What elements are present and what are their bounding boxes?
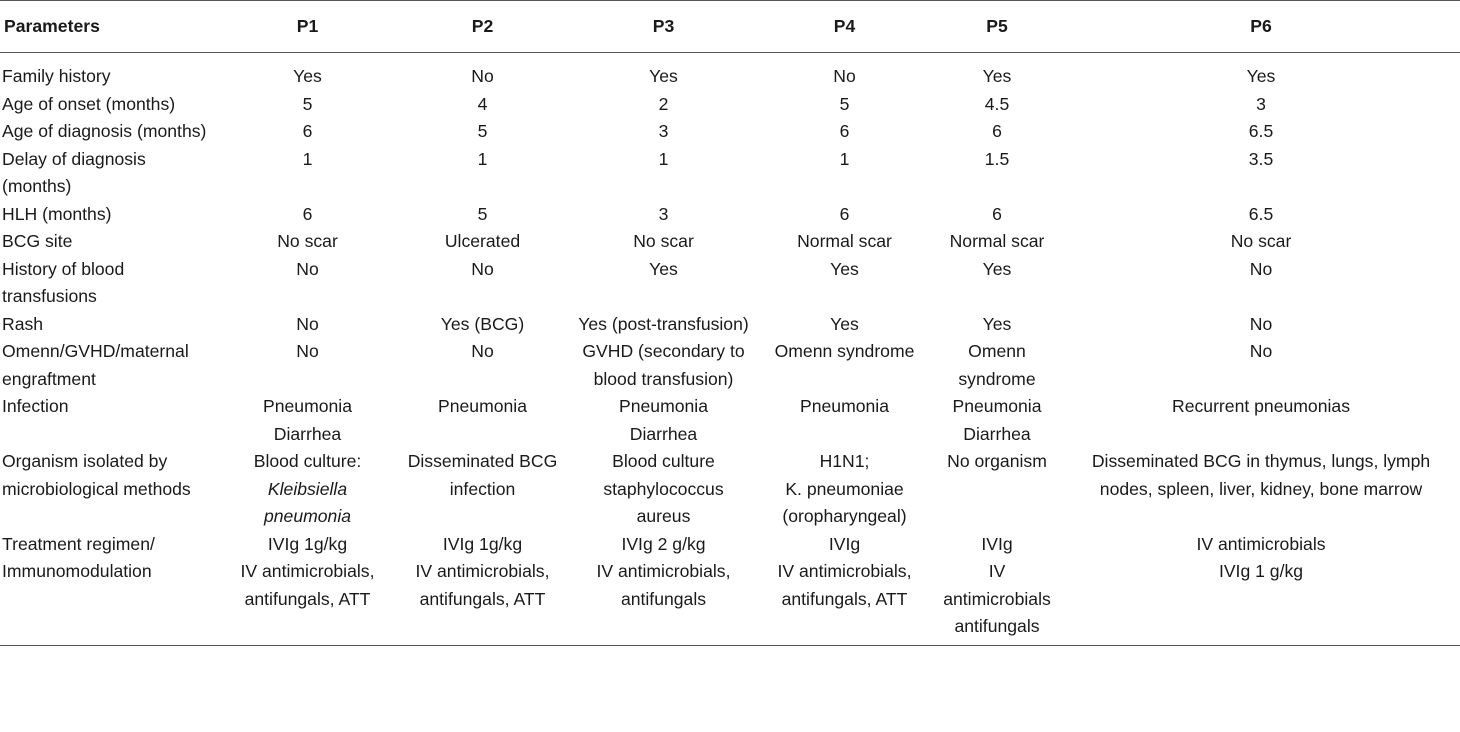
- table-cell: 1: [839, 148, 850, 169]
- header-p6: P6: [1062, 1, 1460, 53]
- table-row: [0, 338, 1460, 393]
- table-cell: 2: [658, 93, 669, 114]
- table-row: [0, 256, 1460, 311]
- row-label: BCG site: [2, 231, 73, 251]
- table-cell: Disseminated BCG infection: [407, 451, 558, 499]
- row-label: Rash: [2, 313, 44, 334]
- header-p1: P1: [220, 1, 395, 53]
- table-cell: [220, 448, 395, 531]
- table-cell: No: [1249, 341, 1273, 361]
- table-cell: 6: [839, 121, 850, 141]
- table-cell: 6: [992, 203, 1002, 224]
- table-cell: No scar: [277, 231, 338, 251]
- table-cell: No: [1249, 258, 1273, 279]
- header-p4: P4: [757, 1, 932, 53]
- table-cell: 3.5: [1248, 148, 1274, 169]
- row-label: History of blood transfusions: [2, 258, 125, 306]
- row-label: Delay of diagnosis (months): [2, 148, 146, 196]
- table-cell: Yes: [1246, 66, 1276, 86]
- row-label: Omenn/GVHD/maternal engraftment: [2, 341, 189, 389]
- table-cell: No: [471, 341, 494, 361]
- table-cell: GVHD (secondary to blood transfusion): [582, 341, 745, 389]
- table-row: [0, 91, 1460, 119]
- table-row: [0, 531, 1460, 646]
- italic-organism-name: Kleibsiella pneumonia: [263, 478, 352, 526]
- row-label: HLH (months): [2, 203, 112, 224]
- table-cell: No organism: [947, 451, 1047, 471]
- table-cell: IVIg IV antimicrobials antifungals: [932, 531, 1062, 646]
- row-label: Infection: [2, 396, 69, 416]
- table-cell: 5: [839, 93, 850, 114]
- table-cell: IVIg 2 g/kg IV antimicrobials, antifungals: [570, 531, 757, 646]
- row-label: Family history: [2, 66, 111, 86]
- table-cell: 4.5: [984, 93, 1010, 114]
- table-cell: Blood culture staphylococcus aureus: [603, 451, 724, 526]
- table-cell: Yes: [830, 258, 859, 279]
- table-cell: IV antimicrobials IVIg 1 g/kg: [1062, 531, 1460, 646]
- table-cell: 3: [658, 121, 669, 141]
- table-row: [0, 201, 1460, 229]
- table-cell: H1N1; K. pneumoniae (oropharyngeal): [782, 451, 907, 526]
- header-p5: P5: [932, 1, 1062, 53]
- table-cell: No: [471, 258, 494, 279]
- table-row: [0, 393, 1460, 448]
- table-cell: IVIg 1g/kg IV antimicrobials, antifungals, ATT: [220, 531, 395, 646]
- table-cell: No: [296, 313, 319, 334]
- table-cell: Normal scar: [949, 231, 1045, 251]
- table-cell: IVIg IV antimicrobials, antifungals, ATT: [757, 531, 932, 646]
- table-row: [0, 146, 1460, 201]
- table-cell: Yes: [830, 313, 859, 334]
- table-cell: Pneumonia Diarrhea: [262, 396, 352, 444]
- table-cell: Yes (BCG): [440, 313, 525, 334]
- table-row: [0, 118, 1460, 146]
- table-cell: Ulcerated: [444, 231, 521, 251]
- table-cell: Omenn syndrome: [774, 341, 915, 361]
- header-parameters: Parameters: [0, 1, 220, 53]
- header-p3: P3: [570, 1, 757, 53]
- table-cell: Recurrent pneumonias: [1172, 396, 1350, 416]
- table-row: [0, 228, 1460, 256]
- table-cell: 4: [477, 93, 488, 114]
- table-cell: No scar: [1230, 231, 1292, 251]
- table-cell: 3: [658, 203, 669, 224]
- table-cell: No: [1249, 313, 1273, 334]
- table-cell: No: [296, 341, 319, 361]
- row-label: Treatment regimen/ Immunomodulation: [0, 531, 220, 646]
- table-cell: Yes (post-transfusion): [578, 313, 749, 334]
- table-cell: No scar: [633, 231, 694, 251]
- table-row: [0, 311, 1460, 339]
- table-cell: 1: [658, 148, 669, 169]
- table-cell: 6.5: [1248, 121, 1274, 141]
- table-cell: Omenn syndrome: [958, 341, 1036, 389]
- table-cell: Pneumonia: [437, 396, 527, 416]
- table-cell: 5: [477, 203, 488, 224]
- header-p2: P2: [395, 1, 570, 53]
- table-row: [0, 53, 1460, 91]
- row-label: Age of onset (months): [2, 93, 176, 114]
- table-cell: No: [833, 66, 856, 86]
- table-cell: 3: [1256, 93, 1266, 114]
- table-cell: 1: [477, 148, 488, 169]
- table-cell: 1: [302, 148, 313, 169]
- table-cell: 6: [992, 121, 1002, 141]
- row-label: Organism isolated by microbiological methods: [2, 451, 191, 499]
- table-cell: Normal scar: [797, 231, 892, 251]
- table-cell: Pneumonia Diarrhea: [952, 396, 1042, 444]
- table-cell: 6: [302, 203, 313, 224]
- table-cell: No: [471, 66, 494, 86]
- table-cell: 6: [302, 121, 313, 141]
- table-cell: Pneumonia: [799, 396, 889, 416]
- table-cell: Yes: [649, 66, 678, 86]
- table-cell: No: [296, 258, 319, 279]
- table-cell-text: Blood culture:: [253, 451, 362, 471]
- table-cell: 1.5: [984, 148, 1010, 169]
- header-row: [0, 1, 1460, 53]
- table-cell: Pneumonia Diarrhea: [618, 396, 708, 444]
- table-cell: Yes: [982, 313, 1012, 334]
- table-cell: Yes: [649, 258, 678, 279]
- table-cell: 5: [302, 93, 313, 114]
- table-cell: 6.5: [1248, 203, 1274, 224]
- table-cell: Disseminated BCG in thymus, lungs, lymph nodes, spleen, liver, kidney, bone marrow: [1091, 451, 1431, 499]
- table-cell: Yes: [293, 66, 322, 86]
- table-cell: 6: [839, 203, 850, 224]
- row-label: Age of diagnosis (months): [2, 121, 207, 141]
- table-cell: Yes: [982, 258, 1012, 279]
- table-cell: 5: [477, 121, 488, 141]
- table-cell: Yes: [982, 66, 1012, 86]
- table-cell: IVIg 1g/kg IV antimicrobials, antifungals, ATT: [395, 531, 570, 646]
- table-row: [0, 448, 1460, 531]
